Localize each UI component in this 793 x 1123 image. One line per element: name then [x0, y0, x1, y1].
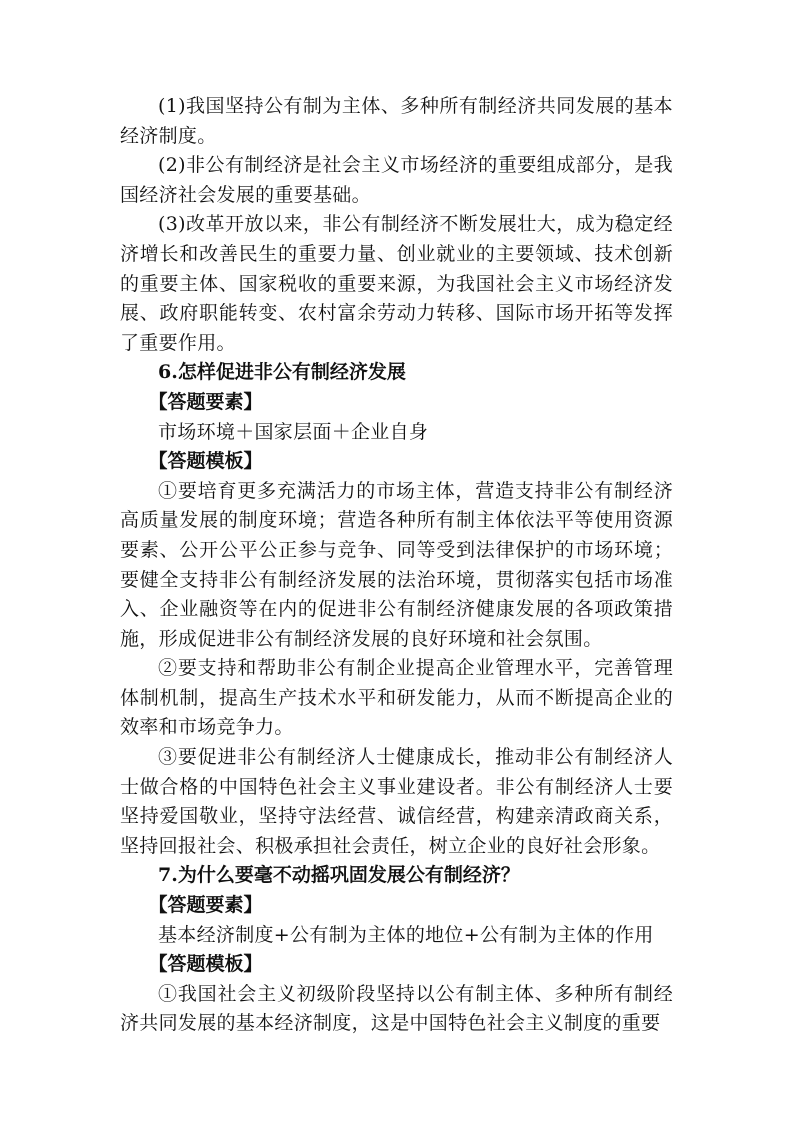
q7-answer-1: ①我国社会主义初级阶段坚持以公有制主体、多种所有制经济共同发展的基本经济制度，这是中国特色社会主义制度的重要 [120, 982, 673, 1035]
q7-elements-label: 【答题要素】 [148, 894, 263, 917]
question-6-title: 6.怎样促进非公有制经济发展 [158, 361, 406, 384]
q6-answer-3: ③要促进非公有制经济人士健康成长，推动非公有制经济人士做合格的中国特色社会主义事业建设者。非公有制经济人士要坚持爱国敬业，坚持守法经营、诚信经营，构建亲清政商关系，坚持回报社会、积极承担社会责任，树立企业的良好社会形象。 [120, 746, 673, 857]
q6-answer-2: ②要支持和帮助非公有制企业提高企业管理水平，完善管理体制机制，提高生产技术水平和研发能力，从而不断提高企业的效率和市场竞争力。 [120, 657, 673, 739]
q6-template-label: 【答题模板】 [148, 450, 263, 473]
q7-elements: 基本经济制度+公有制为主体的地位+公有制为主体的作用 [158, 923, 654, 946]
q6-answer-1: ①要培育更多充满活力的市场主体，营造支持非公有制经济高质量发展的制度环境；营造各种所有制主体依法平等使用资源要素、公开公平公正参与竞争、同等受到法律保护的市场环境；要健全支持非公有制经济发展的法治环境，贯彻落实包括市场准入、企业融资等在内的促进非公有制经济健康发展的各项政策措施，形成促进非公有制经济发展的良好环境和社会氛围。 [120, 479, 673, 650]
q6-elements: 市场环境＋国家层面＋企业自身 [158, 420, 429, 443]
paragraph-3: (3)改革开放以来，非公有制经济不断发展壮大，成为稳定经济增长和改善民生的重要力量、创业就业的主要领域、技术创新的重要主体、国家税收的重要来源，为我国社会主义市场经济发展、政府职能转变、农村富余劳动力转移、国际市场开拓等发挥了重要作用。 [120, 213, 673, 354]
q6-elements-label: 【答题要素】 [148, 390, 263, 413]
paragraph-2: (2)非公有制经济是社会主义市场经济的重要组成部分，是我国经济社会发展的重要基础。 [120, 154, 673, 206]
paragraph-1: (1)我国坚持公有制为主体、多种所有制经济共同发展的基本经济制度。 [120, 95, 673, 147]
q7-template-label: 【答题模板】 [148, 953, 263, 976]
question-7-title: 7.为什么要毫不动摇巩固发展公有制经济？ [158, 864, 520, 887]
